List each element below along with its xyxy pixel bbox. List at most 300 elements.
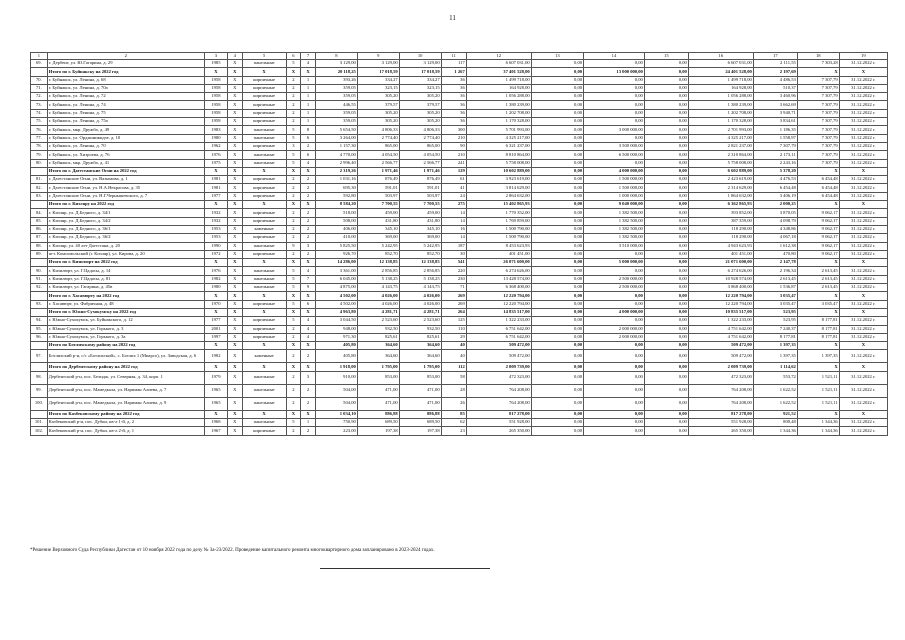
table-cell: 2: [286, 384, 301, 397]
table-cell: 2001: [204, 325, 227, 333]
table-cell: 9 040 000,00: [584, 201, 645, 209]
table-cell: 7 307,79: [797, 151, 839, 159]
table-cell: 817 278,00: [466, 410, 531, 418]
table-cell: 223,00: [315, 427, 357, 435]
table-cell: 1 382 500,00: [584, 234, 645, 242]
subtotal-row: [31, 410, 888, 418]
table-cell: 97.: [31, 350, 48, 363]
table-cell: Х: [242, 363, 286, 371]
table-cell: Х: [227, 284, 242, 292]
table-cell: кирпичные: [242, 234, 286, 242]
table-cell: 98.: [31, 371, 48, 384]
table-cell: 471,00: [399, 397, 441, 410]
table-cell: 31.12.2022 г.: [839, 176, 887, 184]
table-cell: 3 000 000,00: [584, 126, 645, 134]
subtotal-row: [31, 259, 888, 267]
table-cell: каменные: [242, 350, 286, 363]
table-cell: 1 521,11: [797, 371, 839, 384]
table-cell: 0,00: [644, 371, 688, 384]
table-cell: 0,00: [531, 225, 583, 233]
table-cell: 12 220 794,00: [466, 300, 531, 308]
table-cell: Х: [839, 410, 887, 418]
table-cell: 0,00: [531, 93, 583, 101]
table-cell: 1: [301, 84, 316, 92]
table-cell: 31.12.2022 г.: [839, 76, 887, 84]
table-cell: 1977: [204, 192, 227, 200]
table-cell: 8 177,81: [797, 325, 839, 333]
table-cell: [31, 342, 48, 350]
table-cell: 1 397,35: [753, 350, 797, 363]
address-cell: г. Буйнакск, ул. Ленина, д. 70: [47, 142, 204, 150]
table-cell: 2: [286, 397, 301, 410]
table-cell: Х: [286, 167, 301, 175]
table-cell: 0,00: [584, 418, 645, 426]
table-cell: 5: [286, 267, 301, 275]
table-cell: 2: [301, 250, 316, 258]
address-cell: г. Дагестанские Огни, ул. Н.Г.Чернышевского, д. 7: [47, 192, 204, 200]
table-cell: 509 472,00: [466, 342, 531, 350]
table-cell: 0,00: [644, 300, 688, 308]
table-cell: 2 566,77: [357, 159, 399, 167]
table-cell: 0,00: [531, 68, 583, 76]
address-cell: пгт. Комсомольский (г. Кизляр), ул. Кирова, д. 20: [47, 250, 204, 258]
address-cell: г. Кизляр, ул. Д.Бедного, д. 34/1: [47, 209, 204, 217]
table-cell: 0,00: [531, 101, 583, 109]
table-cell: Х: [227, 308, 242, 316]
table-cell: панельные: [242, 134, 286, 142]
table-cell: 4 143,75: [357, 284, 399, 292]
header-cell: 5: [242, 53, 286, 60]
table-cell: Х: [227, 217, 242, 225]
address-cell: Итого по г. Дагестанские Огни на 2022 год: [47, 167, 204, 175]
table-cell: 0,00: [531, 292, 583, 300]
table-cell: 31.12.2022 г.: [839, 159, 887, 167]
address-cell: Итого по Дербентскому району на 2022 год: [47, 363, 204, 371]
table-cell: Х: [227, 275, 242, 283]
table-cell: 2 856,85: [357, 267, 399, 275]
table-cell: 0,00: [531, 350, 583, 363]
table-cell: Х: [301, 410, 316, 418]
table-cell: 12 220 794,00: [688, 300, 753, 308]
table-cell: Х: [204, 410, 227, 418]
table-cell: 2: [286, 217, 301, 225]
table-cell: 7 307,79: [797, 118, 839, 126]
table-cell: 31.12.2022 г.: [839, 192, 887, 200]
table-cell: 364,60: [399, 350, 441, 363]
table-cell: 0,00: [531, 109, 583, 117]
table-cell: 4 486,53: [753, 76, 797, 84]
table-cell: 1970: [204, 300, 227, 308]
table-cell: 0,00: [531, 410, 583, 418]
table-cell: 3: [301, 242, 316, 250]
table-cell: 7 307,79: [797, 76, 839, 84]
table-cell: 3 129,00: [357, 60, 399, 68]
table-cell: Х: [839, 363, 887, 371]
table-cell: 1932: [204, 217, 227, 225]
address-cell: г. Буйнакск, ул. Орджоникидзе, д. 10: [47, 134, 204, 142]
table-cell: 31.12.2022 г.: [839, 427, 887, 435]
table-cell: 800,48: [753, 418, 797, 426]
table-cell: Х: [204, 167, 227, 175]
table-cell: 359,05: [315, 118, 357, 126]
table-cell: 0,00: [584, 397, 645, 410]
table-cell: 5 758 008,00: [466, 159, 531, 167]
table-cell: Х: [204, 201, 227, 209]
table-cell: Х: [839, 292, 887, 300]
table-cell: 71.: [31, 84, 48, 92]
table-cell: 2 864 632,00: [466, 192, 531, 200]
table-cell: 0,00: [531, 134, 583, 142]
table-cell: 0,00: [644, 275, 688, 283]
address-cell: г. Кизляр, ул. Д.Бедного, д. 34/2: [47, 217, 204, 225]
table-row: [31, 134, 888, 142]
table-cell: 1 864 632,00: [688, 192, 753, 200]
table-row: [31, 60, 888, 68]
table-cell: 0,00: [531, 363, 583, 371]
header-cell: 13: [531, 53, 583, 60]
table-cell: 20 118,25: [315, 68, 357, 76]
subtotal-row: [31, 201, 888, 209]
table-cell: 3 662,69: [753, 101, 797, 109]
table-cell: 0,00: [644, 325, 688, 333]
table-cell: 84.: [31, 209, 48, 217]
table-cell: 0,00: [644, 118, 688, 126]
table-cell: 1 500 790,00: [466, 234, 531, 242]
table-cell: 74.: [31, 109, 48, 117]
table-cell: Х: [286, 410, 301, 418]
header-cell: 2: [47, 53, 204, 60]
table-cell: Х: [227, 159, 242, 167]
table-cell: 2: [286, 225, 301, 233]
table-cell: Х: [286, 259, 301, 267]
table-cell: Х: [227, 410, 242, 418]
table-cell: 125: [441, 317, 466, 325]
table-cell: 459,00: [357, 209, 399, 217]
table-cell: 1 499 718,00: [466, 76, 531, 84]
table-cell: панельные: [242, 384, 286, 397]
subtotal-row: [31, 342, 888, 350]
table-cell: 220: [441, 267, 466, 275]
table-cell: 0,00: [584, 363, 645, 371]
table-row: [31, 317, 888, 325]
table-cell: 0,00: [584, 410, 645, 418]
table-cell: Х: [242, 259, 286, 267]
table-cell: кирпичные: [242, 184, 286, 192]
table-cell: 2 566,77: [399, 159, 441, 167]
table-cell: 75.: [31, 118, 48, 126]
table-row: [31, 142, 888, 150]
table-cell: 472 323,00: [466, 371, 531, 384]
table-cell: 4: [301, 60, 316, 68]
table-cell: кирпичные: [242, 109, 286, 117]
table-cell: 7 307,79: [797, 93, 839, 101]
table-cell: 852,70: [357, 250, 399, 258]
table-cell: 1 770 352,00: [466, 209, 531, 217]
table-cell: 36: [441, 84, 466, 92]
table-cell: 1983: [204, 126, 227, 134]
address-cell: г. Кизилюрт, ул. Гагарина, д. 45в: [47, 284, 204, 292]
table-cell: 0,00: [644, 225, 688, 233]
table-row: [31, 333, 888, 341]
table-cell: 1 034,10: [315, 410, 357, 418]
table-cell: 71: [441, 284, 466, 292]
table-cell: Х: [227, 151, 242, 159]
table-cell: 0,00: [644, 427, 688, 435]
table-cell: 510,37: [753, 84, 797, 92]
table-cell: 31.12.2022 г.: [839, 101, 887, 109]
table-cell: 1997: [204, 333, 227, 341]
table-cell: 31.12.2022 г.: [839, 267, 887, 275]
table-cell: 0,00: [644, 192, 688, 200]
table-cell: Х: [242, 308, 286, 316]
table-cell: 2 613,45: [753, 275, 797, 283]
table-cell: 0,00: [584, 250, 645, 258]
table-cell: 0,00: [644, 384, 688, 397]
table-cell: 7 303,28: [797, 60, 839, 68]
table-cell: 0,00: [531, 317, 583, 325]
table-cell: Х: [227, 259, 242, 267]
table-cell: кирпичные: [242, 192, 286, 200]
table-row: [31, 101, 888, 109]
address-cell: г. Буйнакск, ул. Хизроева, д. 76: [47, 151, 204, 159]
table-cell: 187: [441, 242, 466, 250]
table-cell: 876,49: [357, 176, 399, 184]
table-row: [31, 250, 888, 258]
table-cell: 472 323,00: [688, 371, 753, 384]
table-cell: 15 402 865,93: [466, 201, 531, 209]
table-cell: 825,61: [399, 333, 441, 341]
table-cell: 2 423 619,00: [688, 176, 753, 184]
table-cell: 31.12.2022 г.: [839, 333, 887, 341]
table-cell: 14: [441, 234, 466, 242]
table-cell: 3 044,50: [315, 317, 357, 325]
table-cell: 406,00: [315, 225, 357, 233]
table-cell: Х: [797, 363, 839, 371]
address-cell: г. Кизилюрт, ул. Г.Цадасы, д. 14: [47, 267, 204, 275]
table-cell: 0,00: [531, 418, 583, 426]
table-cell: 5 138,25: [399, 275, 441, 283]
table-cell: 31.12.2022 г.: [839, 184, 887, 192]
table-cell: 4 143,75: [399, 284, 441, 292]
table-cell: 853,00: [357, 371, 399, 384]
table-cell: Х: [227, 317, 242, 325]
table-cell: 591,01: [399, 184, 441, 192]
subtotal-row: [31, 308, 888, 316]
table-cell: 0,00: [531, 151, 583, 159]
table-cell: Х: [227, 209, 242, 217]
table-cell: 4: [301, 267, 316, 275]
table-cell: 4 875,00: [315, 284, 357, 292]
table-cell: 509 472,00: [688, 342, 753, 350]
table-cell: 1 558,97: [753, 134, 797, 142]
table-cell: 446,55: [315, 101, 357, 109]
table-cell: 334,27: [399, 76, 441, 84]
address-cell: г. Буйнакск, мкр. Дружба, д. 49: [47, 126, 204, 134]
table-cell: 817 278,00: [688, 410, 753, 418]
address-cell: г. Южно-Сухокумск, ул. Горького, д. 3а: [47, 333, 204, 341]
address-cell: г. Буйнакск, ул. Ленина, д. 70а: [47, 84, 204, 92]
table-cell: 6 321 237,00: [466, 142, 531, 150]
table-cell: 1 500 000,00: [584, 176, 645, 184]
table-cell: Х: [227, 325, 242, 333]
table-cell: 4 943 623,93: [688, 242, 753, 250]
table-cell: 0,00: [531, 142, 583, 150]
table-cell: 1980: [204, 284, 227, 292]
table-cell: 5: [286, 151, 301, 159]
table-cell: 0,00: [584, 350, 645, 363]
table-cell: 6: [301, 300, 316, 308]
table-cell: 4 325 217,00: [466, 134, 531, 142]
table-cell: Х: [227, 192, 242, 200]
table-cell: 69.: [31, 60, 48, 68]
table-cell: Х: [286, 308, 301, 316]
table-cell: 305,20: [357, 93, 399, 101]
header-cell: 17: [753, 53, 797, 60]
table-cell: 4 751 642,00: [688, 333, 753, 341]
table-row: [31, 267, 888, 275]
table-cell: 91.: [31, 275, 48, 283]
table-cell: 29: [441, 333, 466, 341]
table-cell: 5 654,50: [315, 126, 357, 134]
table-cell: 1 157,30: [315, 142, 357, 150]
table-row: [31, 225, 888, 233]
table-cell: 23: [441, 427, 466, 435]
table-cell: 164 928,00: [466, 84, 531, 92]
table-row: [31, 126, 888, 134]
table-cell: 3 510 000,00: [584, 242, 645, 250]
table-cell: 24 401 528,00: [688, 68, 753, 76]
table-row: [31, 242, 888, 250]
table-cell: 0,00: [644, 342, 688, 350]
table-cell: 31.12.2022 г.: [839, 60, 887, 68]
table-cell: 2: [286, 84, 301, 92]
table-cell: 0,00: [644, 60, 688, 68]
table-row: [31, 300, 888, 308]
table-cell: 0,00: [531, 427, 583, 435]
table-cell: 9 062,17: [797, 225, 839, 233]
table-cell: 2: [286, 76, 301, 84]
table-cell: 1979: [204, 371, 227, 384]
table-row: [31, 209, 888, 217]
table-cell: 0,00: [644, 397, 688, 410]
table-cell: 0,00: [584, 300, 645, 308]
table-row: [31, 84, 888, 92]
table-cell: Х: [839, 167, 887, 175]
table-cell: 5: [286, 60, 301, 68]
table-cell: 0,00: [531, 250, 583, 258]
table-cell: Х: [227, 427, 242, 435]
table-cell: 6 454,48: [797, 184, 839, 192]
table-cell: 345,10: [399, 225, 441, 233]
table-cell: 36: [441, 109, 466, 117]
table-cell: 0,00: [644, 363, 688, 371]
table-cell: 334,27: [357, 76, 399, 84]
table-cell: 410,00: [315, 234, 357, 242]
table-cell: 7 700,55: [357, 201, 399, 209]
table-cell: [31, 167, 48, 175]
table-cell: 504,00: [315, 384, 357, 397]
table-cell: Х: [839, 259, 887, 267]
table-cell: 932,50: [399, 325, 441, 333]
header-cell: 15: [644, 53, 688, 60]
table-cell: 5: [286, 126, 301, 134]
table-cell: 6: [301, 151, 316, 159]
table-cell: 300: [441, 126, 466, 134]
table-cell: 523,95: [753, 308, 797, 316]
table-cell: 2: [301, 217, 316, 225]
table-cell: 8 453 623,93: [466, 242, 531, 250]
header-cell: 14: [584, 53, 645, 60]
table-cell: 1932: [204, 209, 227, 217]
table-cell: [31, 308, 48, 316]
table-cell: 2 173,11: [753, 151, 797, 159]
table-cell: 5 378,20: [753, 167, 797, 175]
table-cell: 865,00: [399, 142, 441, 150]
table-cell: 1: [301, 118, 316, 126]
header-cell: 9: [357, 53, 399, 60]
table-cell: кирпичные: [242, 427, 286, 435]
table-cell: 1 344,36: [797, 418, 839, 426]
table-cell: 2: [286, 176, 301, 184]
table-row: [31, 384, 888, 397]
table-cell: 1 622,52: [753, 384, 797, 397]
table-cell: 0,00: [644, 68, 688, 76]
table-cell: Х: [301, 292, 316, 300]
table-cell: 117: [441, 60, 466, 68]
table-cell: 4 098,79: [753, 217, 797, 225]
table-cell: Х: [242, 167, 286, 175]
table-cell: 1 056 288,00: [466, 93, 531, 101]
table-cell: 2: [286, 93, 301, 101]
table-cell: 0,00: [644, 308, 688, 316]
table-cell: Х: [227, 126, 242, 134]
table-cell: панельные: [242, 159, 286, 167]
subtotal-row: [31, 68, 888, 76]
table-cell: 1: [301, 76, 316, 84]
table-cell: 118 290,00: [688, 234, 753, 242]
table-cell: Х: [242, 201, 286, 209]
table-cell: 0,00: [531, 84, 583, 92]
address-cell: г. Дагестанские Огни, ул. Вазымова, д. 1: [47, 176, 204, 184]
table-cell: 0,00: [644, 410, 688, 418]
table-cell: 8 177,81: [797, 317, 839, 325]
table-row: [31, 325, 888, 333]
address-cell: Казбековский р-н, пос. Дубки, кв-л 2-й, д. 1: [47, 427, 204, 435]
table-cell: 305,20: [399, 118, 441, 126]
table-cell: 1 267: [441, 68, 466, 76]
address-cell: г. Южно-Сухокумск, ул. Буйнакского, д. 12: [47, 317, 204, 325]
table-row: [31, 217, 888, 225]
table-cell: 62: [441, 418, 466, 426]
table-cell: 36: [441, 93, 466, 101]
table-cell: 0,00: [584, 93, 645, 101]
header-cell: 12: [466, 53, 531, 60]
table-cell: 2: [286, 101, 301, 109]
table-cell: панельные: [242, 397, 286, 410]
table-cell: 3 129,00: [315, 60, 357, 68]
table-cell: 1 382 500,00: [584, 217, 645, 225]
table-cell: 1 344,36: [797, 427, 839, 435]
header-cell: 10: [399, 53, 441, 60]
table-cell: 503,97: [399, 192, 441, 200]
table-cell: 0,00: [644, 101, 688, 109]
table-cell: кирпичные: [242, 300, 286, 308]
table-cell: 865,00: [357, 142, 399, 150]
table-cell: 471,00: [399, 384, 441, 397]
table-cell: 24: [441, 192, 466, 200]
table-cell: 323,15: [357, 84, 399, 92]
table-cell: 0,00: [531, 126, 583, 134]
